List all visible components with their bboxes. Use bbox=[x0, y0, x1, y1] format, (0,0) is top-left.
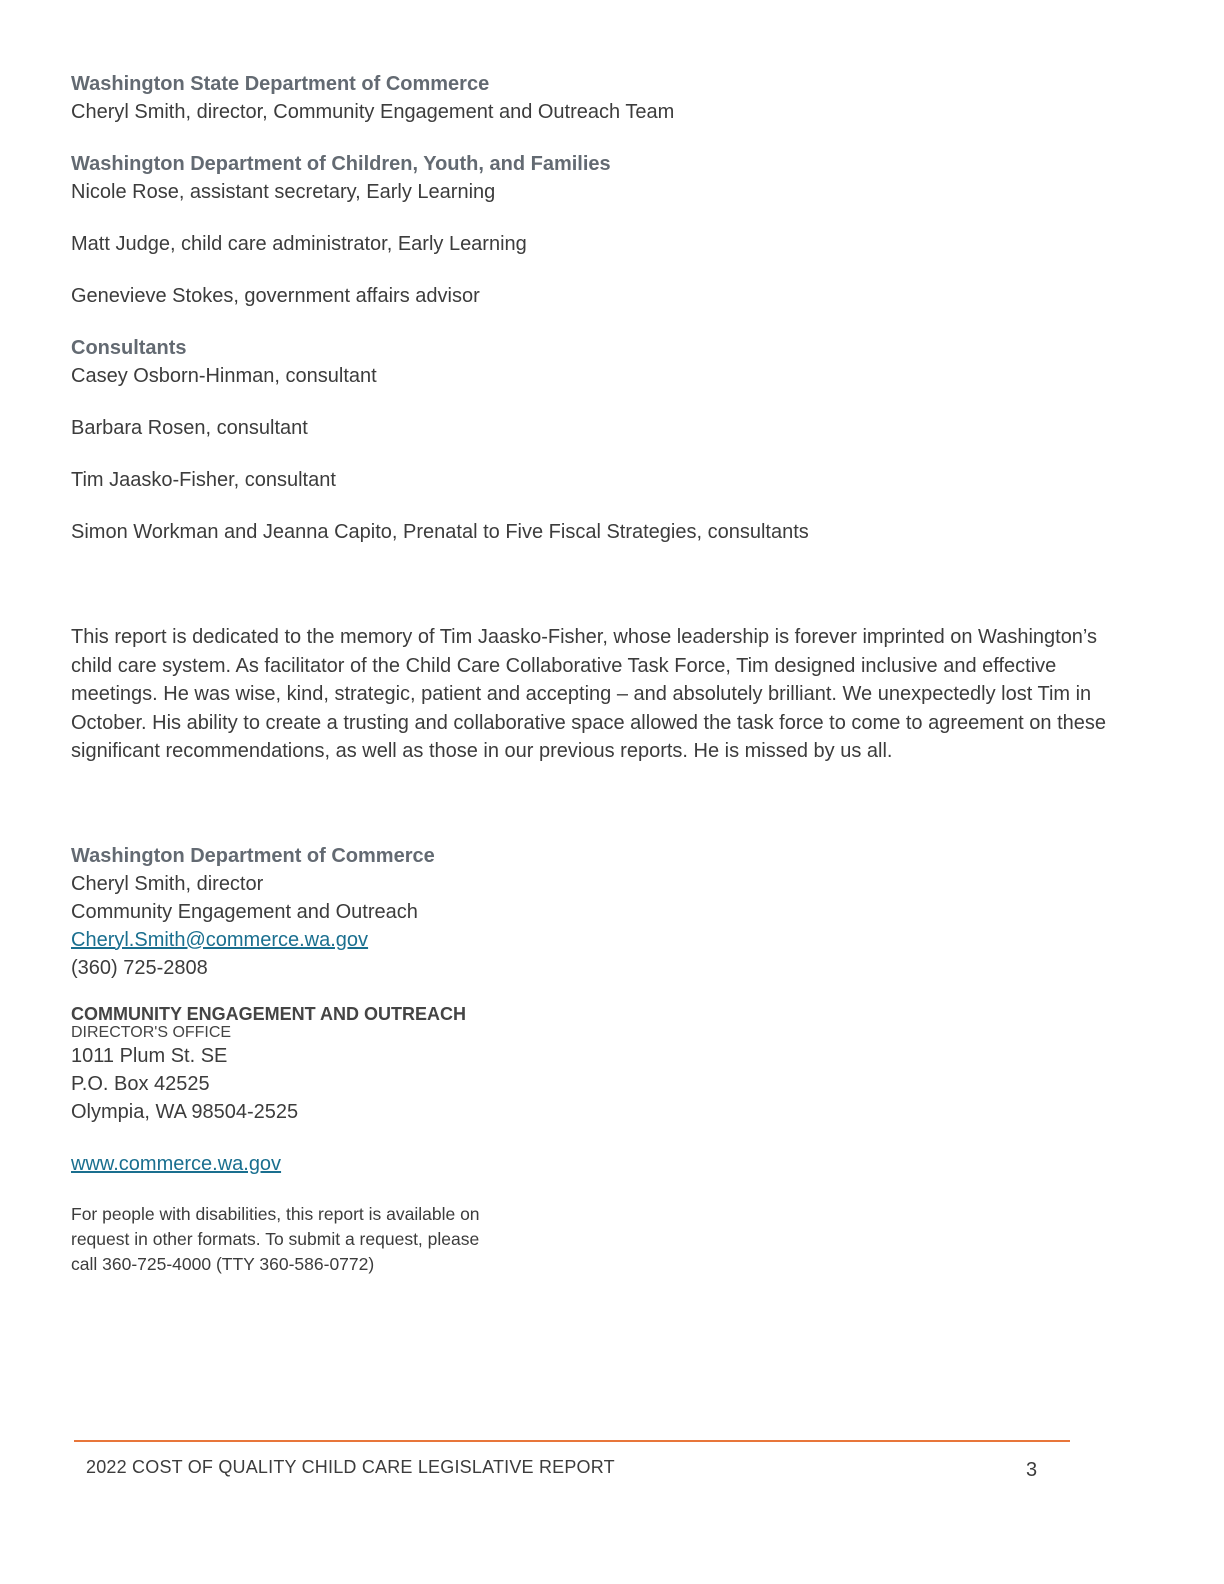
website-line bbox=[71, 1150, 1151, 1178]
dedication-paragraph: This report is dedicated to the memory of Tim Jaasko-Fisher, whose leadership is forever imprinted on Washington’s child care system. As facilitator of the Child Care Collaborative Task Force, Tim designed inclusive and effective meetings. He was wise, kind, strategic, patient and accepting – and absolutely brilliant. We unexpectedly lost Tim in October. His ability to create a trusting and collaborative space allowed the task force to come to agreement on these significant recommendations, as well as those in our previous reports. He is missed by us all. bbox=[71, 626, 1107, 762]
dcyf-member: Genevieve Stokes, government affairs advisor bbox=[71, 285, 480, 307]
consultants-heading: Consultants bbox=[71, 337, 187, 359]
accessibility-note-line: call 360-725-4000 (TTY 360-586-0772) bbox=[71, 1253, 375, 1274]
commerce-heading: Washington State Department of Commerce bbox=[71, 73, 490, 95]
consultant-member: Tim Jaasko-Fisher, consultant bbox=[71, 469, 336, 491]
commerce-member: Cheryl Smith, director, Community Engagement and Outreach Team bbox=[71, 101, 675, 123]
contact-unit: Community Engagement and Outreach bbox=[71, 900, 418, 923]
contact-heading: Washington Department of Commerce bbox=[71, 844, 435, 867]
accessibility-note-line: request in other formats. To submit a request, please bbox=[71, 1228, 480, 1249]
contact-email-link[interactable]: Cheryl.Smith@commerce.wa.gov bbox=[71, 928, 369, 951]
office-address-line: Olympia, WA 98504-2525 bbox=[71, 1100, 299, 1123]
consultant-member: Casey Osborn-Hinman, consultant bbox=[71, 365, 377, 387]
footer-report-title: 2022 COST OF QUALITY CHILD CARE LEGISLATIVE REPORT bbox=[86, 1457, 615, 1477]
contact-phone: (360) 725-2808 bbox=[71, 956, 208, 979]
page-number: 3 bbox=[1026, 1459, 1038, 1481]
office-address-line: 1011 Plum St. SE bbox=[71, 1044, 228, 1067]
dcyf-member: Matt Judge, child care administrator, Early Learning bbox=[71, 233, 527, 255]
consultant-member: Barbara Rosen, consultant bbox=[71, 417, 308, 439]
accessibility-note-line: For people with disabilities, this report is available on bbox=[71, 1203, 480, 1224]
footer-divider bbox=[74, 1440, 1070, 1442]
office-address-line: P.O. Box 42525 bbox=[71, 1072, 210, 1095]
office-subheading: DIRECTOR'S OFFICE bbox=[71, 1023, 232, 1041]
contact-name: Cheryl Smith, director bbox=[71, 872, 264, 895]
office-heading: COMMUNITY ENGAGEMENT AND OUTREACH bbox=[71, 1003, 466, 1024]
dcyf-member: Nicole Rose, assistant secretary, Early Learning bbox=[71, 181, 496, 203]
dcyf-heading: Washington Department of Children, Youth, and Families bbox=[71, 153, 611, 175]
website-link[interactable]: www.commerce.wa.gov bbox=[71, 1152, 282, 1175]
consultant-member: Simon Workman and Jeanna Capito, Prenatal to Five Fiscal Strategies, consultants bbox=[71, 521, 809, 543]
contact-email-line bbox=[71, 926, 1151, 954]
page-content bbox=[71, 70, 1151, 1277]
